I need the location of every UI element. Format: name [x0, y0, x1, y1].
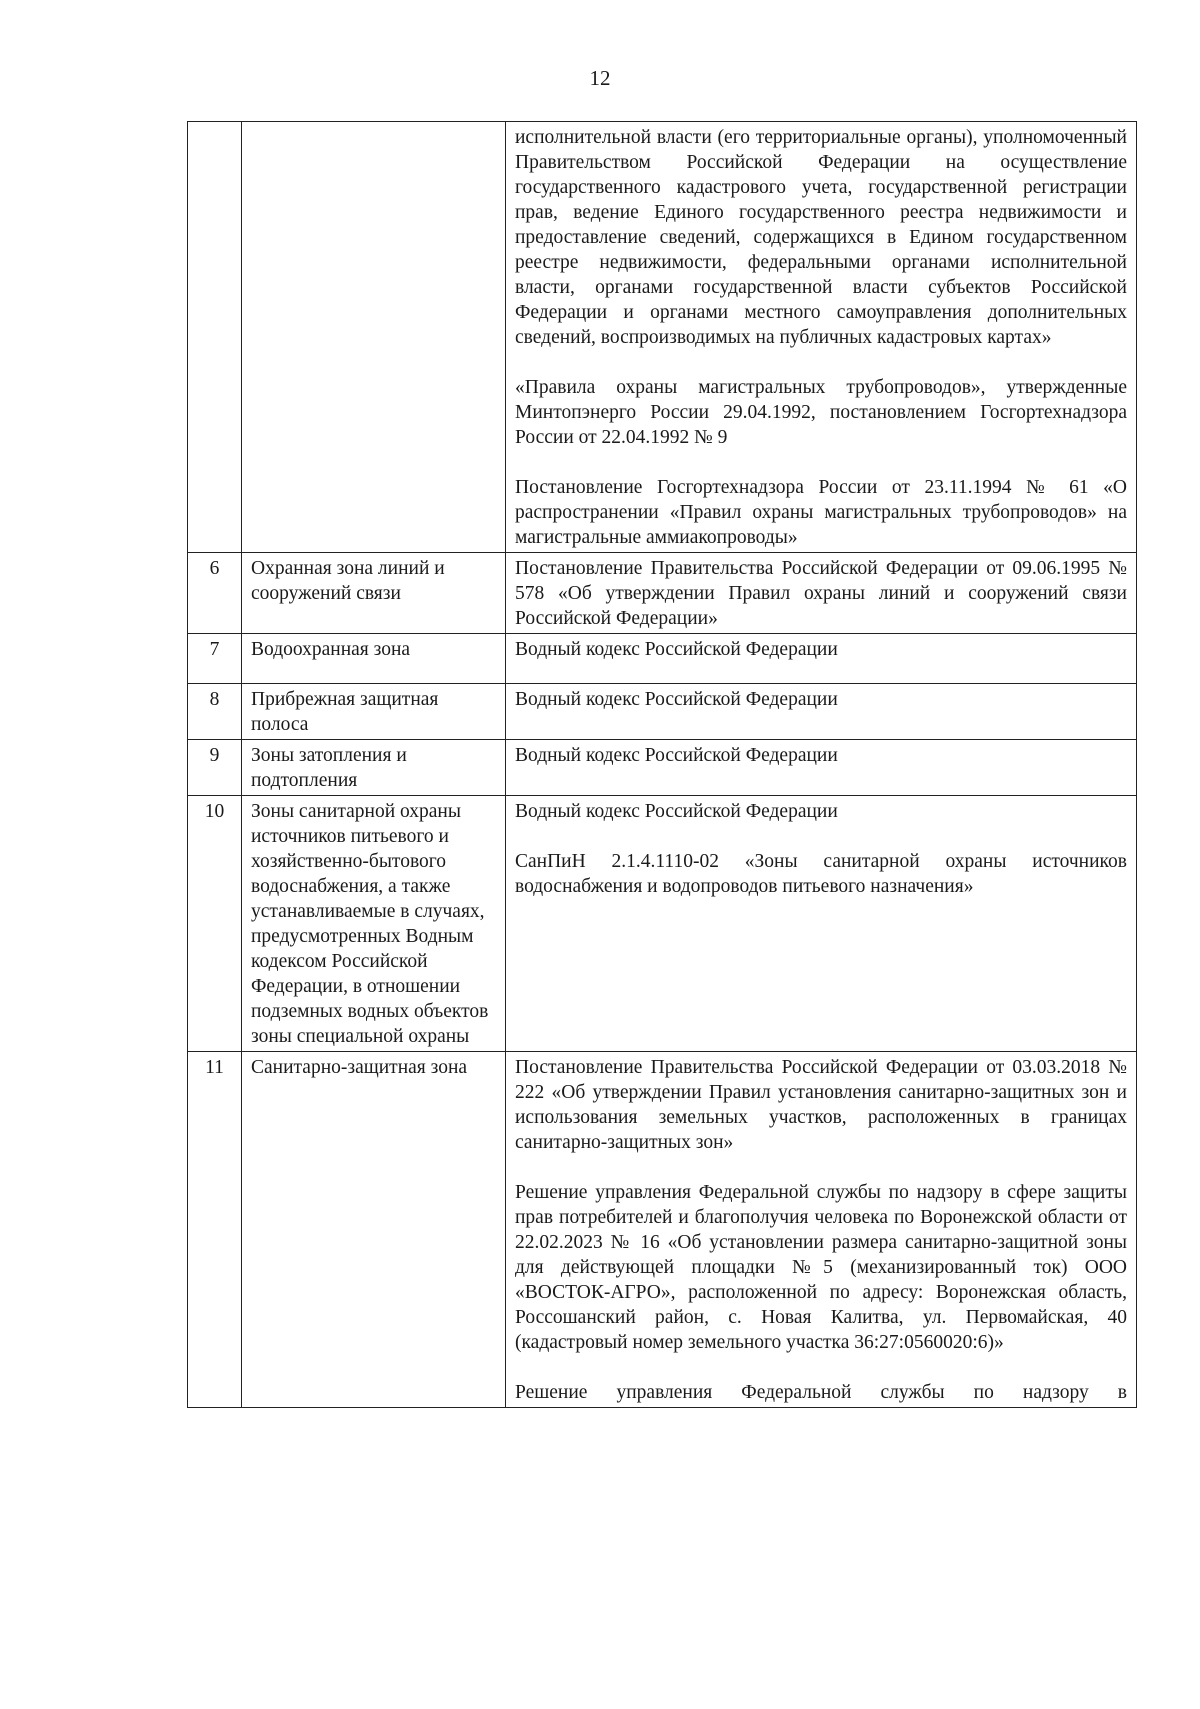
regulation-text: Решение управления Федеральной службы по надзору в сфере защиты прав потребителей и благополучия человека по Воронежской области от 22.02.2023 № 16 «Об установлении размера санитарно-защитной зоны для действующей площадки №5 (механизированный ток) ООО «ВОСТОК-АГРО», расположенной по адресу: Воронежская область, Россошанский район, с. Новая Калитва, ул. Первомайская, 40 (кадастровый номер земельного участка 36:27:0560020:6)»	[515, 1182, 1127, 1353]
regulation-text: Постановление Правительства Российской Федерации от 03.03.2018 № 222 «Об утверждении Правил установления санитарно-защитных зон и использования земельных участков, расположенных в границах санитарно-защитных зон»	[515, 1057, 1127, 1153]
regulation-text: Решение управления Федеральной службы по надзору в	[515, 1382, 1127, 1403]
regulation-cell	[506, 634, 1137, 684]
regulation-cell	[506, 740, 1137, 796]
regulation-cell	[506, 122, 1137, 553]
row-number: 6	[188, 553, 242, 634]
regulation-cell	[506, 1052, 1137, 1408]
row-number: 11	[188, 1052, 242, 1408]
row-number	[188, 122, 242, 553]
table-row	[188, 1052, 1137, 1408]
regulation-text: исполнительной власти (его территориальные органы), уполномоченный Правительством Российской Федерации на осуществление государственного кадастрового учета, государственной регистрации прав, ведение Единого государственного реестра недвижимости и предоставление сведений, содержащихся в Едином государственном реестре недвижимости, федеральными органами исполнительной власти, органами государственной власти субъектов Российской Федерации и органами местного самоуправления дополнительных сведений, воспроизводимых на публичных кадастровых картах»	[515, 127, 1127, 348]
table-row	[188, 684, 1137, 740]
regulation-text: Водный кодекс Российской Федерации	[515, 745, 838, 766]
zone-name: Прибрежная защитная полоса	[242, 684, 506, 740]
regulation-cell	[506, 684, 1137, 740]
regulation-text: СанПиН 2.1.4.1110-02 «Зоны санитарной охраны источников водоснабжения и водопроводов питьевого назначения»	[515, 851, 1127, 897]
regulation-text: Водный кодекс Российской Федерации	[515, 801, 838, 822]
zone-name: Санитарно-защитная зона	[242, 1052, 506, 1408]
row-number: 10	[188, 796, 242, 1052]
page-number: 12	[589, 66, 611, 90]
zone-name: Зоны затопления и подтопления	[242, 740, 506, 796]
zone-name	[242, 122, 506, 553]
row-number: 8	[188, 684, 242, 740]
regulation-text: Постановление Госгортехнадзора России от 23.11.1994 № 61 «О распространении «Правил охраны магистральных трубопроводов» на магистральные аммиакопроводы»	[515, 477, 1127, 548]
table-row	[188, 740, 1137, 796]
regulation-text: Водный кодекс Российской Федерации	[515, 639, 838, 660]
regulation-text: Постановление Правительства Российской Федерации от 09.06.1995 № 578 «Об утверждении Правил охраны линий и сооружений связи Российской Федерации»	[515, 558, 1127, 629]
zone-name: Зоны санитарной охраны источников питьевого и хозяйственно-бытового водоснабжения, а также устанавливаемые в случаях, предусмотренных Водным кодексом Российской Федерации, в отношении подземных водных объектов зоны специальной охраны	[242, 796, 506, 1052]
regulation-text: «Правила охраны магистральных трубопроводов», утвержденные Минтопэнерго России 29.04.1992, постановлением Госгортехнадзора России от 22.04.1992 № 9	[515, 377, 1127, 448]
zone-name: Охранная зона линий и сооружений связи	[242, 553, 506, 634]
table-row	[188, 553, 1137, 634]
regulation-text: Водный кодекс Российской Федерации	[515, 689, 838, 710]
zone-name: Водоохранная зона	[242, 634, 506, 684]
regulation-cell	[506, 553, 1137, 634]
row-number: 7	[188, 634, 242, 684]
table-row	[188, 634, 1137, 684]
table-row	[188, 796, 1137, 1052]
table-row	[188, 122, 1137, 553]
zones-table	[187, 121, 1137, 1408]
row-number: 9	[188, 740, 242, 796]
regulation-cell	[506, 796, 1137, 1052]
